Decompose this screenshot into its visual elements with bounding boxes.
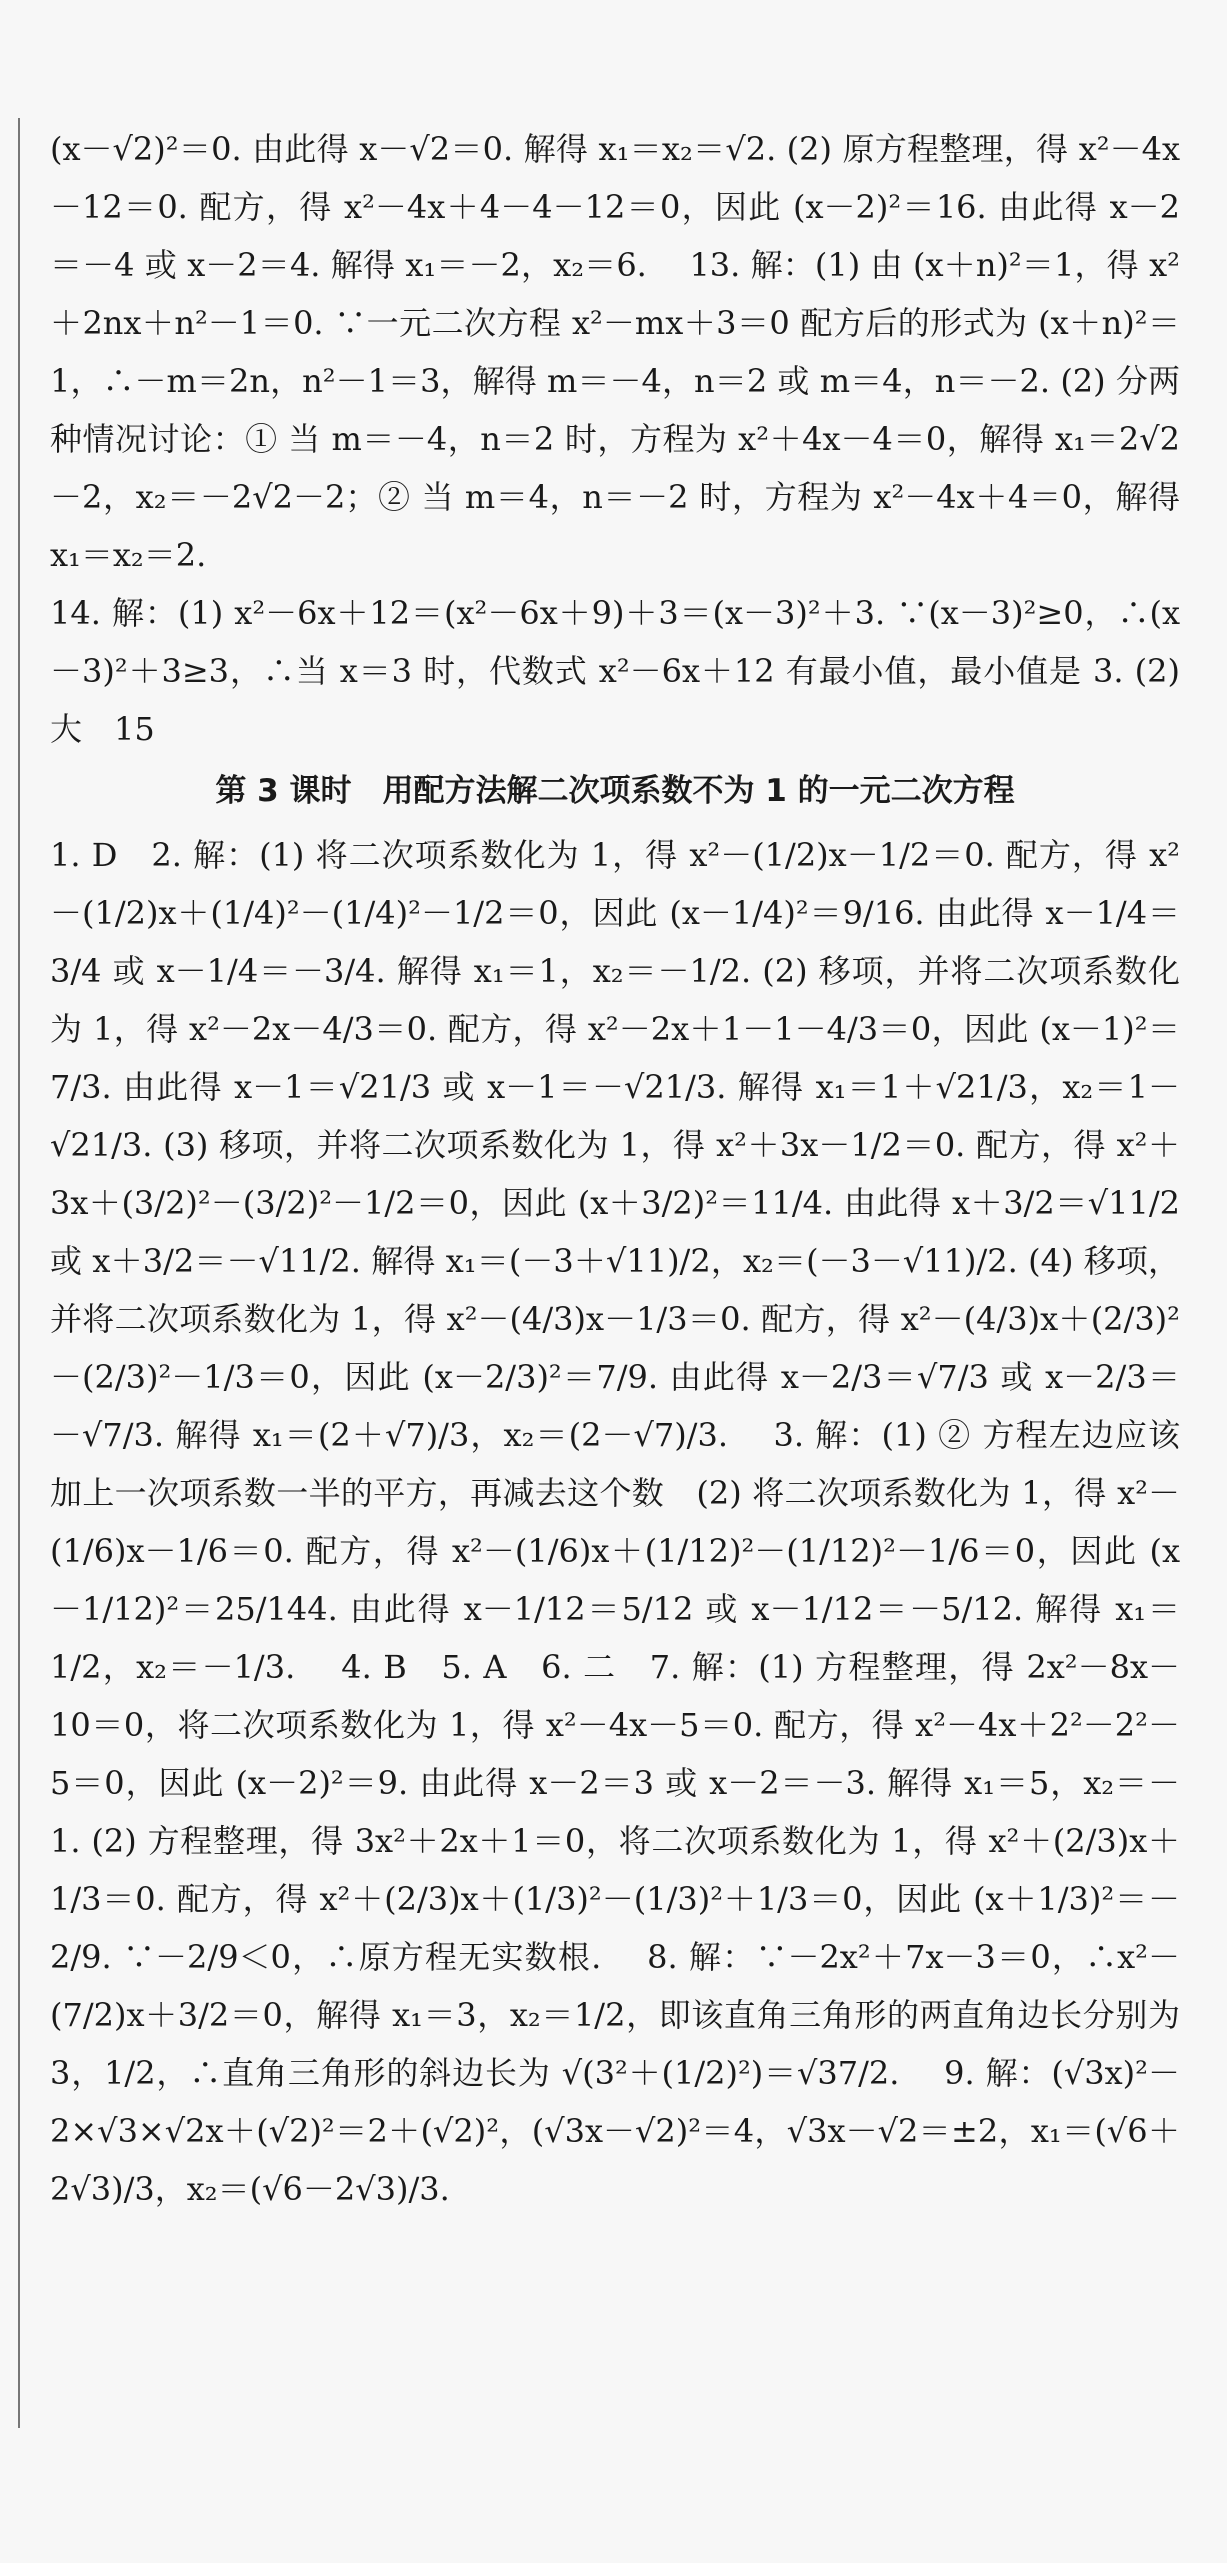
answer-content [50, 120, 1180, 2218]
answer-paragraph-1: (x－√2)²＝0. 由此得 x－√2＝0. 解得 x₁＝x₂＝√2. (2) 原方程整理，得 x²－4x－12＝0. 配方，得 x²－4x＋4－4－12＝0，因此 (x－2)²＝16. 由此得 x－2＝－4 或 x－2＝4. 解得 x₁＝－2，x₂＝6. 13. 解：(1) 由 (x＋n)²＝1，得 x²＋2nx＋n²－1＝0. ∵一元二次方程 x²－mx＋3＝0 配方后的形式为 (x＋n)²＝1，∴－m＝2n，n²－1＝3，解得 m＝－4，n＝2 或 m＝4，n＝－2. (2) 分两种情况讨论：① 当 m＝－4，n＝2 时，方程为 x²＋4x－4＝0，解得 x₁＝2√2－2，x₂＝－2√2－2；② 当 m＝4，n＝－2 时，方程为 x²－4x＋4＝0，解得 x₁＝x₂＝2. [50, 130, 1180, 574]
lesson-heading: 第 3 课时 用配方法解二次项系数不为 1 的一元二次方程 [215, 773, 1015, 809]
answer-paragraph-3: 1. D 2. 解：(1) 将二次项系数化为 1，得 x²－(1/2)x－1/2＝0. 配方，得 x²－(1/2)x＋(1/4)²－(1/4)²－1/2＝0，因此 (x－1/4)²＝9/16. 由此得 x－1/4＝3/4 或 x－1/4＝－3/4. 解得 x₁＝1，x₂＝－1/2. (2) 移项，并将二次项系数化为 1，得 x²－2x－4/3＝0. 配方，得 x²－2x＋1－1－4/3＝0，因此 (x－1)²＝7/3. 由此得 x－1＝√21/3 或 x－1＝－√21/3. 解得 x₁＝1＋√21/3，x₂＝1－√21/3. (3) 移项，并将二次项系数化为 1，得 x²＋3x－1/2＝0. 配方，得 x²＋3x＋(3/2)²－(3/2)²－1/2＝0，因此 (x＋3/2)²＝11/4. 由此得 x＋3/2＝√11/2 或 x＋3/2＝－√11/2. 解得 x₁＝(－3＋√11)/2，x₂＝(－3－√11)/2. (4) 移项，并将二次项系数化为 1，得 x²－(4/3)x－1/3＝0. 配方，得 x²－(4/3)x＋(2/3)²－(2/3)²－1/3＝0，因此 (x－2/3)²＝7/9. 由此得 x－2/3＝√7/3 或 x－2/3＝－√7/3. 解得 x₁＝(2＋√7)/3，x₂＝(2－√7)/3. 3. 解：(1) ② 方程左边应该加上一次项系数一半的平方，再减去这个数 (2) 将二次项系数化为 1，得 x²－(1/6)x－1/6＝0. 配方，得 x²－(1/6)x＋(1/12)²－(1/12)²－1/6＝0，因此 (x－1/12)²＝25/144. 由此得 x－1/12＝5/12 或 x－1/12＝－5/12. 解得 x₁＝1/2，x₂＝－1/3. 4. B 5. A 6. 二 7. 解：(1) 方程整理，得 2x²－8x－10＝0，将二次项系数化为 1，得 x²－4x－5＝0. 配方，得 x²－4x＋2²－2²－5＝0，因此 (x－2)²＝9. 由此得 x－2＝3 或 x－2＝－3. 解得 x₁＝5，x₂＝－1. (2) 方程整理，得 3x²＋2x＋1＝0，将二次项系数化为 1，得 x²＋(2/3)x＋1/3＝0. 配方，得 x²＋(2/3)x＋(1/3)²－(1/3)²＋1/3＝0，因此 (x＋1/3)²＝－2/9. ∵－2/9＜0，∴原方程无实数根. 8. 解：∵－2x²＋7x－3＝0，∴x²－(7/2)x＋3/2＝0，解得 x₁＝3，x₂＝1/2，即该直角三角形的两直角边长分别为 3，1/2，∴直角三角形的斜边长为 √(3²＋(1/2)²)＝√37/2. 9. 解：(√3x)²－2×√3×√2x＋(√2)²＝2＋(√2)²，(√3x－√2)²＝4，√3x－√2＝±2，x₁＝(√6＋2√3)/3，x₂＝(√6－2√3)/3. [50, 836, 1180, 2208]
margin-rule [18, 118, 20, 2428]
answer-paragraph-2: 14. 解：(1) x²－6x＋12＝(x²－6x＋9)＋3＝(x－3)²＋3. ∵(x－3)²≥0，∴(x－3)²＋3≥3，∴当 x＝3 时，代数式 x²－6x＋12 有最小值，最小值是 3. (2) 大 15 [50, 594, 1180, 748]
